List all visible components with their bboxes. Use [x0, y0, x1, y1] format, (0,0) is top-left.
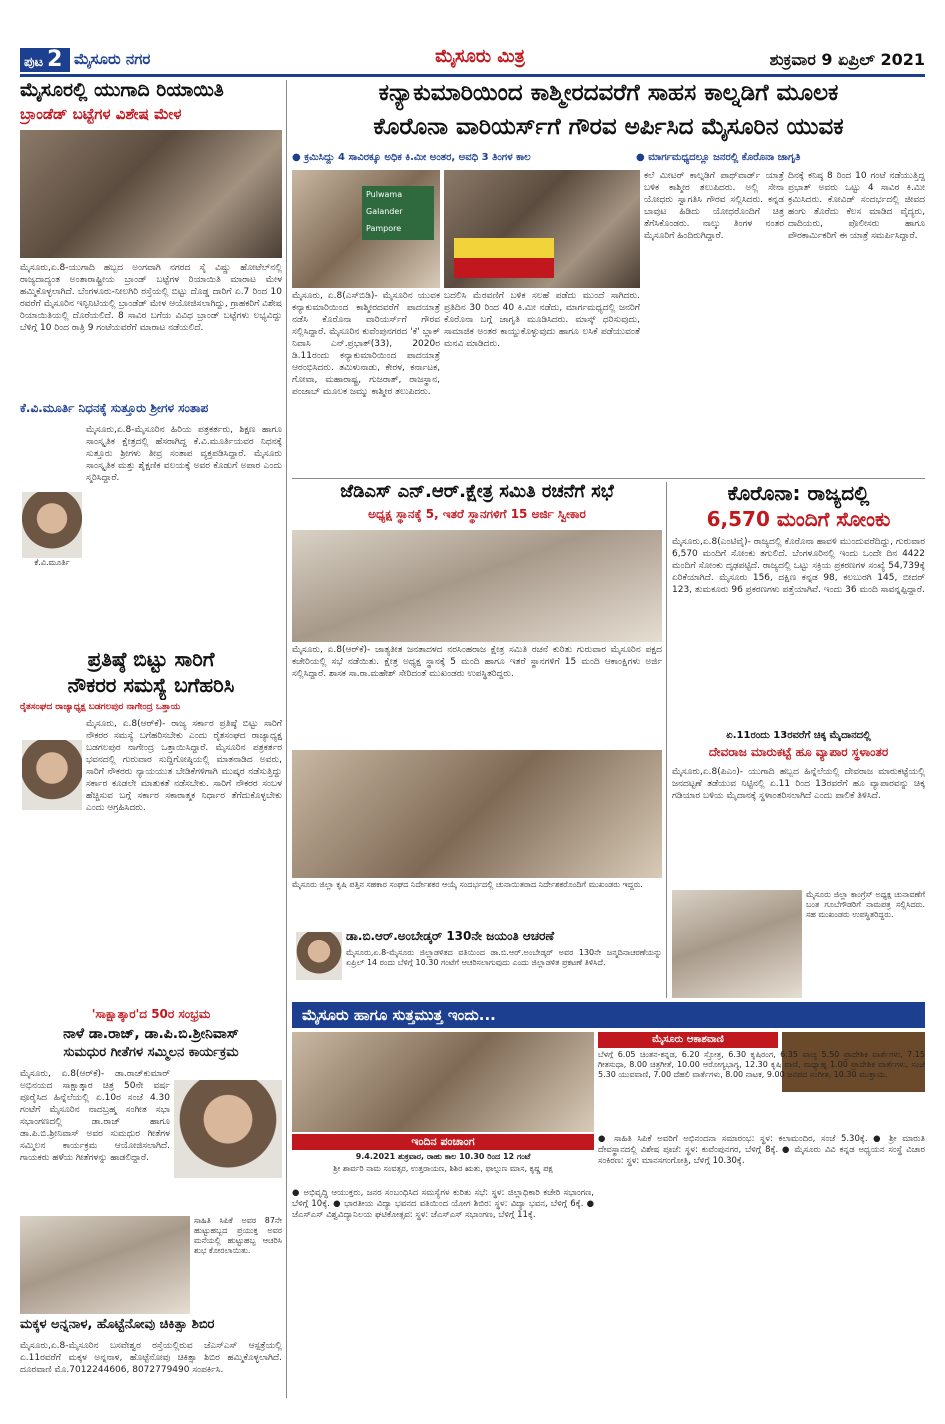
panchanga-line2: ಶ್ರೀ ಶಾರ್ವರಿ ನಾಮ ಸಂವತ್ಸರ, ಉತ್ತರಾಯಣ, ಶಿಶಿರ ಋತು, ಫಾಲ್ಗುಣ ಮಾಸ, ಕೃಷ್ಣ ಪಕ್ಷ — [333, 1164, 553, 1173]
page-label: ಪುಟ — [24, 55, 44, 70]
story3-sub: ರೈತಸಂಘದ ರಾಜ್ಯಾಧ್ಯಕ್ಷ ಬಡಗಲಪುರ ನಾಗೇಂದ್ರ ಒತ್ತಾಯ — [20, 702, 181, 712]
lead-sub-a: ● ಕ್ರಮಿಸಿದ್ದು 4 ಸಾವಿರಕ್ಕೂ ಅಧಿಕ ಕಿ.ಮೀ ಅಂತರ, ಅವಧಿ 3 ತಿಂಗಳ ಕಾಲ — [292, 152, 531, 163]
flag-yellow — [454, 238, 554, 258]
lead-sub-b: ● ಮಾರ್ಗಮಧ್ಯದಲ್ಲೂ ಜನರಲ್ಲಿ ಕೊರೊನಾ ಜಾಗೃತಿ — [636, 152, 801, 163]
sign-pulwama: Pulwama — [366, 190, 403, 199]
sign-galander: Galander — [366, 207, 403, 216]
story2-portrait — [22, 492, 82, 558]
story4-title-a: ನಾಳೆ ಡಾ.ರಾಜ್, ಡಾ.ಪಿ.ಬಿ.ಶ್ರೀನಿವಾಸ್ — [63, 1026, 239, 1042]
story3-portrait — [22, 740, 82, 810]
story5-photo — [20, 1216, 190, 1314]
panchanga-title: ಇಂದಿನ ಪಂಚಾಂಗ — [292, 1134, 594, 1150]
story4-kicker: 'ಸಾಕ್ಷಾತ್ಕಾರ'ದ 50ರ ಸಂಭ್ರಮ — [91, 1008, 211, 1021]
lead-col1: ಮೈಸೂರು, ಏ.8(ಎಸ್‌ಬಿಡಿ)- ಮೈಸೂರಿನ ಯುವಕ ಕನ್ಯಾಕುಮಾರಿಯಿಂದ ಕಾಶ್ಮೀರದವರೆಗೆ ಪಾದಯಾತ್ರೆ ನಡೆಸಿ ಕೊರೊನಾ ವಾರಿಯರ್ಸ್‌ಗೆ ಗೌರವ ಸಲ್ಲಿಸಿದ್ದಾರೆ. ಮೈಸೂರಿನ ಕುವೆಂಪುನಗರದ 'ಕೆ' ಬ್ಲಾಕ್ ನಿವಾಸಿ ಎನ್.ಪ್ರಭಾತ್(33), 2020ರ ಡಿ.11ರಂದು ಕನ್ಯಾಕುಮಾರಿಯಿಂದ ಪಾದಯಾತ್ರೆ ಆರಂಭಿಸಿದರು. ತಮಿಳುನಾಡು, ಕೇರಳ, ಕರ್ನಾಟಕ, ಗೋವಾ, ಮಹಾರಾಷ್ಟ್ರ, ಗುಜರಾತ್, ರಾಜಸ್ಥಾನ, ಪಂಜಾಬ್ ಮೂಲಕ ಜಮ್ಮು ಕಾಶ್ಮೀರ ತಲುಪಿದರು. — [292, 291, 440, 397]
events-body-b: ● ಸಾಹಿತಿ ಸಿಪಿಕೆ ಅವರಿಗೆ ಅಭಿನಂದನಾ ಸಮಾರಂಭ: ಸ್ಥಳ: ಕಲಾಮಂದಿರ, ಸಂಜೆ 5.30ಕ್ಕೆ. ● ಶ್ರೀ ಮಾರುತಿ ದೇವಸ್ಥಾನದಲ್ಲಿ ವಿಶೇಷ ಪೂಜೆ: ಸ್ಥಳ: ಕುವೆಂಪುನಗರ, ಬೆಳಿಗ್ಗೆ 8ಕ್ಕೆ. ● ಮೈಸೂರು ವಿವಿ ಕನ್ನಡ ಅಧ್ಯಯನ ಸಂಸ್ಥೆ ವಿಚಾರ ಸಂಕಿರಣ: ಸ್ಥಳ: ಮಾನಸಗಂಗೋತ್ರಿ, ಬೆಳಿಗ್ಗೆ 10.30ಕ್ಕೆ. — [598, 1134, 925, 1166]
lead-photo-portrait — [292, 170, 440, 288]
lead-col3: ಕಲೆ ಮೀಟರ್ ಕಾಲ್ನಡಿಗೆ ಪಾಥ್‌ವಾರ್ಡ್ ಯಾತ್ರೆ ಬಳಿಕ ಕಾಶ್ಮೀರ ತಲುಪಿದರು. ಅಲ್ಲಿ ಸೇನಾ ಯೋಧರು ಸ್ವಾಗತಿಸಿ ಗೌರವ ಸಲ್ಲಿಸಿದರು. ಕನ್ನಡ ಬಾವುಟ ಹಿಡಿದು ಯೋಧರೊಂದಿಗೆ ಚಿತ್ರ ತೆಗೆಸಿಕೊಂಡರು. ನಾಲ್ಕು ತಿಂಗಳ ನಂತರ ಮೈಸೂರಿಗೆ ಹಿಂದಿರುಗಿದ್ದಾರೆ. — [644, 171, 784, 241]
jds-photo — [292, 530, 662, 642]
sign-pampore: Pampore — [366, 224, 402, 233]
story5-caption: ಸಾಹಿತಿ ಸಿಪಿಕೆ ಅವರ 87ನೇ ಹುಟ್ಟುಹಬ್ಬದ ಪ್ರಯುಕ್ತ ಅವರ ಮನೆಯಲ್ಲಿ ಹುಟ್ಟುಹಬ್ಬ ಆಚರಿಸಿ ಶುಭ ಕೋರಲಾಯಿತು. — [194, 1216, 282, 1255]
right-photo-caption: ಮೈಸೂರು ಜಿಲ್ಲಾ ಕಾಂಗ್ರೆಸ್ ಅಧ್ಯಕ್ಷ ಚುನಾವಣೆಗೆ ಬಂತ ಗೂಬೆಗೌಡರಿಗೆ ನಾಮಪತ್ರ ಸಲ್ಲಿಸಿದರು. ಸಹ ಮುಖಂಡರು ಉಪಸ್ಥಿತರಿದ್ದರು. — [806, 890, 925, 919]
story1-body: ಮೈಸೂರು,ಏ.8-ಯುಗಾದಿ ಹಬ್ಬದ ಅಂಗವಾಗಿ ನಗರದ ಸೈ ವಿಷ್ಣು ಹೋಟೆಲ್‌ನಲ್ಲಿ ರಾಜ್ಯದಾದ್ಯಂತ ಅಂತಾರಾಷ್ಟ್ರೀಯ ಬ್ರಾಂಡ್ ಬಟ್ಟೆಗಳ ರಿಯಾಯಿತಿ ಮಾರಾಟ ಮೇಳ ಹಮ್ಮಿಕೊಳ್ಳಲಾಗಿದೆ. ಬೆಂಗಳೂರು-ನೀಲಗಿರಿ ರಸ್ತೆಯಲ್ಲಿ ಬಿಟ್ಟು ದೊಡ್ಡ ದಾರಿಗೆ ಏ.7 ರಿಂದ 10 ರವರೆಗೆ ಮೈಸೂರಿನ ಇನ್ಫಿನಿಟಿಯಲ್ಲಿ ಬ್ರಾಂಡೆಡ್ ಮೇಳ ಆಯೋಜಿಸಲಾಗಿದ್ದು, ಗ್ರಾಹಕರಿಗೆ ವಿಶೇಷ ರಿಯಾಯಿತಿಯಲ್ಲಿ ದೊರೆಯಲಿದೆ. 8 ಸಾವಿರ ಬಗೆಯ ವಿವಿಧ ಬ್ರಾಂಡ್ ಬಟ್ಟೆಗಳು ಲಭ್ಯವಿದ್ದು ಬೆಳಿಗ್ಗೆ 10 ರಿಂದ ರಾತ್ರಿ 9 ಗಂಟೆಯವರೆಗೆ ಮಾರಾಟ ನಡೆಯಲಿದೆ. — [20, 263, 282, 333]
lead-photo-group — [444, 170, 640, 288]
radio-title: ಮೈಸೂರು ಆಕಾಶವಾಣಿ — [598, 1032, 778, 1048]
header-rule — [20, 74, 925, 77]
lead-col4: ದಿನಕ್ಕೆ ಕನಿಷ್ಠ 8 ರಿಂದ 10 ಗಂಟೆ ನಡೆಯುತ್ತಿದ್ದ ಪ್ರಭಾತ್ ಅವರು ಒಟ್ಟು 4 ಸಾವಿರ ಕಿ.ಮೀ ಕ್ರಮಿಸಿದರು. ಕೋವಿಡ್ ಸಂದರ್ಭದಲ್ಲಿ ಜೀವದ ಹಂಗು ತೊರೆದು ಕೆಲಸ ಮಾಡಿದ ವೈದ್ಯರು, ದಾದಿಯರು, ಪೊಲೀಸರು ಹಾಗೂ ಪೌರಕಾರ್ಮಿಕರಿಗೆ ಈ ಯಾತ್ರೆ ಸಮರ್ಪಿಸಿದ್ದಾರೆ. — [788, 171, 925, 241]
jds-title: ಜೆಡಿಎಸ್ ಎನ್.ಆರ್.ಕ್ಷೇತ್ರ ಸಮಿತಿ ರಚನೆಗೆ ಸಭೆ — [340, 482, 614, 502]
story1-title-b: ಬ್ರಾಂಡೆಡ್ ಬಟ್ಟೆಗಳ ವಿಶೇಷ ಮೇಳ — [20, 106, 182, 123]
jds-sub: ಅಧ್ಯಕ್ಷ ಸ್ಥಾನಕ್ಕೆ 5, ಇತರೆ ಸ್ಥಾನಗಳಿಗೆ 15 ಅರ್ಜಿ ಸ್ವೀಕಾರ — [368, 508, 586, 521]
covid-title-b: 6,570 ಮಂದಿಗೆ ಸೋಂಕು — [706, 508, 891, 531]
issue-date: ಶುಕ್ರವಾರ 9 ಏಪ್ರಿಲ್ 2021 — [769, 50, 925, 69]
market-kicker: ಏ.11ರಂದು 13ರವರೆಗೆ ಚಿಕ್ಕ ಮೈದಾನದಲ್ಲಿ — [726, 730, 871, 741]
events-body: ● ಅಭಿವೃದ್ಧಿ ಆಯುಕ್ತರು, ಜನರ ಸಂಬಂಧಿಸಿದ ಸಮಸ್ಯೆಗಳ ಕುರಿತು ಸಭೆ: ಸ್ಥಳ: ಜಿಲ್ಲಾಧಿಕಾರಿ ಕಚೇರಿ ಸಭಾಂಗಣ, ಬೆಳಿಗ್ಗೆ 10ಕ್ಕೆ. ● ಭಾರತೀಯ ವಿದ್ಯಾ ಭವನದ ವತಿಯಿಂದ ಯೋಗ ಶಿಬಿರ: ಸ್ಥಳ: ವಿದ್ಯಾ ಭವನ, ಬೆಳಿಗ್ಗೆ 6ಕ್ಕೆ. ● ಜೆಎಸ್‌ಎಸ್ ವಿಶ್ವವಿದ್ಯಾನಿಲಯ ಘಟಿಕೋತ್ಸವ: ಸ್ಥಳ: ಜೆಎಸ್‌ಎಸ್ ಸಭಾಂಗಣ, ಬೆಳಿಗ್ಗೆ 11ಕ್ಕೆ. — [292, 1188, 594, 1220]
panchanga-line: 9.4.2021 ಶುಕ್ರವಾರ, ರಾಹು ಕಾಲ 10.30 ರಿಂದ 12 ಗಂಟೆ — [355, 1152, 531, 1161]
story6-body: ಮೈಸೂರು,ಏ.8-ಮೈಸೂರಿನ ಬಸವೇಶ್ವರ ರಸ್ತೆಯಲ್ಲಿರುವ ಜೆಎಸ್‌ಎಸ್ ಆಸ್ಪತ್ರೆಯಲ್ಲಿ ಏ.11ರವರೆಗೆ ಮಕ್ಕಳ ಅನ್ನನಾಳ, ಹೊಟ್ಟೆನೋವು ಚಿಕಿತ್ಸಾ ಶಿಬಿರ ಹಮ್ಮಿಕೊಳ್ಳಲಾಗಿದೆ. ದೂರವಾಣಿ ಮೊ.7012244606, 8072779490 ಸಂಪರ್ಕಿಸಿ. — [20, 1341, 282, 1375]
story2-body: ಮೈಸೂರು,ಏ.8-ಮೈಸೂರಿನ ಹಿರಿಯ ಪತ್ರಕರ್ತರು, ಶಿಕ್ಷಣ ಹಾಗೂ ಸಾಂಸ್ಕೃತಿಕ ಕ್ಷೇತ್ರದಲ್ಲಿ ಹೆಸರಾಗಿದ್ದ ಕೆ.ವಿ.ಮೂರ್ತಿಯವರ ನಿಧನಕ್ಕೆ ಸುತ್ತೂರು ಶ್ರೀಗಳು ತೀವ್ರ ಸಂತಾಪ ವ್ಯಕ್ತಪಡಿಸಿದ್ದಾರೆ. ಮೈಸೂರು ಸಾಂಸ್ಕೃತಿಕ ಮತ್ತು ಶೈಕ್ಷಣಿಕ ವಲಯಕ್ಕೆ ಅವರ ಕೊಡುಗೆ ಅಪಾರ ಎಂದು ಸ್ಮರಿಸಿದ್ದಾರೆ. — [86, 425, 282, 483]
covid-body: ಮೈಸೂರು,ಏ.8(ಎಂಟಿವೈ)- ರಾಜ್ಯದಲ್ಲಿ ಕೊರೊನಾ ಹಾವಳಿ ಮುಂದುವರೆದಿದ್ದು, ಗುರುವಾರ 6,570 ಮಂದಿಗೆ ಸೋಂಕು ತಗುಲಿದೆ. ಬೆಂಗಳೂರಿನಲ್ಲಿ ಇಂದು ಒಂದೇ ದಿನ 4422 ಮಂದಿಗೆ ಸೋಂಕು ದೃಢಪಟ್ಟಿದೆ. ರಾಜ್ಯದಲ್ಲಿ ಒಟ್ಟು ಸಕ್ರಿಯ ಪ್ರಕರಣಗಳ ಸಂಖ್ಯೆ 54,739ಕ್ಕೆ ಏರಿಕೆಯಾಗಿದೆ. ಮೈಸೂರು 156, ದಕ್ಷಿಣ ಕನ್ನಡ 98, ಕಲಬುರಗಿ 145, ಬೀದರ್ 123, ತುಮಕೂರು 96 ಪ್ರಕರಣಗಳು ಪತ್ತೆಯಾಗಿವೆ. ಇಂದು 36 ಮಂದಿ ಸಾವನ್ನಪ್ಪಿದ್ದಾರೆ. — [672, 537, 925, 595]
section-title: ಮೈಸೂರು ನಗರ — [74, 50, 151, 68]
jds-caption: ಮೈಸೂರು ಜಿಲ್ಲಾ ಕೃಷಿ ಪತ್ತಿನ ಸಹಕಾರ ಸಂಘದ ನಿರ್ದೇಶಕರ ಆಯ್ಕೆ ಸಂದರ್ಭದಲ್ಲಿ ಚುನಾಯಿತರಾದ ನಿರ್ದೇಶಕರೊಂದಿಗೆ ಮುಖಂಡರು ಇದ್ದರು. — [292, 880, 643, 889]
flag-red — [454, 258, 554, 278]
market-body: ಮೈಸೂರು,ಏ.8(ಪಿಎಂ)- ಯುಗಾದಿ ಹಬ್ಬದ ಹಿನ್ನೆಲೆಯಲ್ಲಿ ದೇವರಾಜ ಮಾರುಕಟ್ಟೆಯಲ್ಲಿ ಜನದಟ್ಟಣೆ ತಡೆಯುವ ನಿಟ್ಟಿನಲ್ಲಿ ಏ.11 ರಿಂದ 13ರವರೆಗೆ ಹೂ ವ್ಯಾಪಾರವನ್ನು ಚಿಕ್ಕ ಗಡಿಯಾರ ಬಳಿಯ ಮೈದಾನಕ್ಕೆ ಸ್ಥಳಾಂತರಿಸಲಾಗಿದೆ ಎಂದು ಪಾಲಿಕೆ ತಿಳಿಸಿದೆ. — [672, 767, 925, 801]
paper-logo: ಮೈಸೂರು ಮಿತ್ರ — [435, 46, 525, 67]
ambedkar-portrait — [296, 932, 342, 980]
lead-title-b: ಕೊರೊನಾ ವಾರಿಯರ್ಸ್‌ಗೆ ಗೌರವ ಅರ್ಪಿಸಿದ ಮೈಸೂರಿನ ಯುವಕ — [373, 114, 844, 140]
today-banner: ಮೈಸೂರು ಹಾಗೂ ಸುತ್ತಮುತ್ತ ಇಂದು... — [292, 1002, 925, 1028]
covid-title: ಕೊರೊನಾ: ರಾಜ್ಯದಲ್ಲಿ — [727, 482, 870, 505]
palace-photo — [292, 1032, 594, 1132]
radio-body: ಬೆಳಗ್ಗೆ 6.05 ಚಿಂತನ-ಕನ್ನಡ, 6.20 ಸ್ತೋತ್ರ, 6.30 ಕೃಷಿರಂಗ, 6.35 ವಾಚ್ಯ 5.50 ಪ್ರಾದೇಶಿಕ ವಾರ್ತೆಗಳು, 7.15 ಗೀತಸುಧಾ, 8.00 ಚಿತ್ರಗೀತೆ, 10.00 ಆರೋಗ್ಯಭಾಗ್ಯ, 12.30 ಕೃಷಿ ವಾಣಿ, ಮಧ್ಯಾಹ್ನ 1.00 ಪ್ರಾದೇಶಿಕ ವಾರ್ತೆಗಳು, ಸಂಜೆ 5.30 ಯುವವಾಣಿ, 7.00 ದೆಹಲಿ ವಾರ್ತೆಗಳು, 8.00 ನಾಟಕ, 9.00 ಜನಪದ ಸಂಗೀತ, 10.30 ಮುಕ್ತಾಯ. — [598, 1050, 925, 1079]
page-number-badge — [20, 48, 70, 72]
story4-title-b: ಸುಮಧುರ ಗೀತೆಗಳ ಸಮ್ಮಿಲನ ಕಾರ್ಯಕ್ರಮ — [63, 1046, 239, 1060]
right-photo — [672, 890, 802, 998]
page-number: 2 — [47, 48, 63, 72]
road-sign — [362, 186, 434, 240]
jds-body: ಮೈಸೂರು, ಏ.8(ಆರ್‌ಕೆ)- ಜಾತ್ಯತೀತ ಜನತಾದಳದ ನರಸಿಂಹರಾಜ ಕ್ಷೇತ್ರ ಸಮಿತಿ ರಚನೆ ಕುರಿತು ಗುರುವಾರ ಮೈಸೂರಿನ ಪಕ್ಷದ ಕಚೇರಿಯಲ್ಲಿ ಸಭೆ ನಡೆಯಿತು. ಕ್ಷೇತ್ರ ಅಧ್ಯಕ್ಷ ಸ್ಥಾನಕ್ಕೆ 5 ಮಂದಿ ಹಾಗೂ ಇತರೆ ಸ್ಥಾನಗಳಿಗೆ 15 ಮಂದಿ ಆಕಾಂಕ್ಷಿಗಳು ಅರ್ಜಿ ಸಲ್ಲಿಸಿದ್ದಾರೆ. ಶಾಸಕ ಸಾ.ರಾ.ಮಹೇಶ್ ಸೇರಿದಂತೆ ಮುಖಂಡರು ಉಪಸ್ಥಿತರಿದ್ದರು. — [292, 645, 662, 679]
story4-photo — [174, 1080, 282, 1178]
story3-title-a: ಪ್ರತಿಷ್ಠೆ ಬಿಟ್ಟು ಸಾರಿಗೆ — [87, 648, 215, 671]
story1-photo — [20, 130, 282, 258]
lead-title-a: ಕನ್ಯಾಕುಮಾರಿಯಿಂದ ಕಾಶ್ಮೀರದವರೆಗೆ ಸಾಹಸ ಕಾಲ್ನಡಿಗೆ ಮೂಲಕ — [378, 80, 839, 106]
ambedkar-title: ಡಾ.ಬಿ.ಆರ್.ಅಂಬೇಡ್ಕರ್ 130ನೇ ಜಯಂತಿ ಆಚರಣೆ — [346, 930, 555, 943]
lead-col2: ಬದಲಿಸಿ ಮೆರವಣಿಗೆ ಬಳಿಕ ಸಲಹೆ ಪಡೆದು ಮುಂದೆ ಸಾಗಿದರು. ಪ್ರತಿದಿನ 30 ರಿಂದ 40 ಕಿ.ಮೀ ನಡೆದು, ಮಾರ್ಗಮಧ್ಯದಲ್ಲಿ ಜನರಿಗೆ ಕೊರೊನಾ ಬಗ್ಗೆ ಜಾಗೃತಿ ಮೂಡಿಸಿದರು. ಮಾಸ್ಕ್ ಧರಿಸುವುದು, ಸಾಮಾಜಿಕ ಅಂತರ ಕಾಯ್ದುಕೊಳ್ಳುವುದು ಹಾಗೂ ಲಸಿಕೆ ಪಡೆಯುವಂತೆ ಮನವಿ ಮಾಡಿದರು. — [444, 291, 640, 349]
story2-caption: ಕೆ.ವಿ.ಮೂರ್ತಿ — [34, 558, 70, 567]
story6-title: ಮಕ್ಕಳ ಅನ್ನನಾಳ, ಹೊಟ್ಟೆನೋವು ಚಿಕಿತ್ಸಾ ಶಿಬಿರ — [20, 1318, 215, 1332]
market-title: ದೇವರಾಜ ಮಾರುಕಟ್ಟೆ ಹೂ ವ್ಯಾಪಾರ ಸ್ಥಳಾಂತರ — [708, 746, 889, 759]
lead-rule — [292, 478, 925, 479]
jds-photo-2 — [292, 750, 662, 878]
ambedkar-body: ಮೈಸೂರು,ಏ.8-ಮೈಸೂರು ಜಿಲ್ಲಾಡಳಿತದ ವತಿಯಿಂದ ಡಾ.ಬಿ.ಆರ್.ಅಂಬೇಡ್ಕರ್ ಅವರ 130ನೇ ಜನ್ಮದಿನಾಚರಣೆಯನ್ನು ಏಪ್ರಿಲ್ 14 ರಂದು ಬೆಳಿಗ್ಗೆ 10.30 ಗಂಟೆಗೆ ಆಚರಿಸಲಾಗುವುದು ಎಂದು ಜಿಲ್ಲಾಡಳಿತ ಪ್ರಕಟಣೆ ತಿಳಿಸಿದೆ. — [346, 948, 662, 967]
column-divider — [286, 80, 287, 1398]
story3-title-b: ನೌಕರರ ಸಮಸ್ಯೆ ಬಗೆಹರಿಸಿ — [67, 674, 235, 697]
story3-body: ಮೈಸೂರು, ಏ.8(ಆರ್‌ಕೆ)- ರಾಜ್ಯ ಸರ್ಕಾರ ಪ್ರತಿಷ್ಠೆ ಬಿಟ್ಟು ಸಾರಿಗೆ ನೌಕರರ ಸಮಸ್ಯೆ ಬಗೆಹರಿಸಬೇಕು ಎಂದು ರೈತಸಂಘದ ರಾಜ್ಯಾಧ್ಯಕ್ಷ ಬಡಗಲಪುರ ನಾಗೇಂದ್ರ ಒತ್ತಾಯಿಸಿದ್ದಾರೆ. ಮೈಸೂರಿನ ಪತ್ರಕರ್ತರ ಭವನದಲ್ಲಿ ಗುರುವಾರ ಸುದ್ದಿಗೋಷ್ಠಿಯಲ್ಲಿ ಮಾತನಾಡಿದ ಅವರು, ಸಾರಿಗೆ ನೌಕರರು ನ್ಯಾಯಯುತ ಬೇಡಿಕೆಗಳಿಗಾಗಿ ಮುಷ್ಕರ ನಡೆಸುತ್ತಿದ್ದು ಸರ್ಕಾರ ಕೂಡಲೇ ಮಾತುಕತೆ ನಡೆಸಬೇಕು. ಸಾರಿಗೆ ನೌಕರರ ಸಂಬಳ ಹೆಚ್ಚಿಸುವ ಬಗ್ಗೆ ಸರ್ಕಾರ ಸಕಾರಾತ್ಮಕ ನಿರ್ಧಾರ ತೆಗೆದುಕೊಳ್ಳಬೇಕು ಎಂದು ಆಗ್ರಹಿಸಿದರು. — [86, 719, 282, 813]
story4-body: ಮೈಸೂರು, ಏ.8(ಆರ್‌ಕೆ)- ಡಾ.ರಾಜ್‌ಕುಮಾರ್ ಅಭಿನಯದ ಸಾಕ್ಷಾತ್ಕಾರ ಚಿತ್ರ 50ನೇ ವರ್ಷ ಪೂರೈಸಿದ ಹಿನ್ನೆಲೆಯಲ್ಲಿ ಏ.10ರ ಸಂಜೆ 4.30 ಗಂಟೆಗೆ ಮೈಸೂರಿನ ನಾದಬ್ರಹ್ಮ ಸಂಗೀತ ಸಭಾ ಸಭಾಂಗಣದಲ್ಲಿ ಡಾ.ರಾಜ್ ಹಾಗೂ ಡಾ.ಪಿ.ಬಿ.ಶ್ರೀನಿವಾಸ್ ಅವರ ಸುಮಧುರ ಗೀತೆಗಳ ಸಮ್ಮಿಲನ ಕಾರ್ಯಕ್ರಮ ಆಯೋಜಿಸಲಾಗಿದೆ. ಗಾಯಕರು ಹಳೆಯ ಗೀತೆಗಳನ್ನು ಹಾಡಲಿದ್ದಾರೆ. — [20, 1069, 170, 1163]
right-divider — [666, 482, 667, 998]
story1-title-a: ಮೈಸೂರಲ್ಲಿ ಯುಗಾದಿ ರಿಯಾಯಿತಿ — [20, 80, 224, 101]
story2-title: ಕೆ.ವಿ.ಮೂರ್ತಿ ನಿಧನಕ್ಕೆ ಸುತ್ತೂರು ಶ್ರೀಗಳ ಸಂತಾಪ — [20, 402, 209, 415]
